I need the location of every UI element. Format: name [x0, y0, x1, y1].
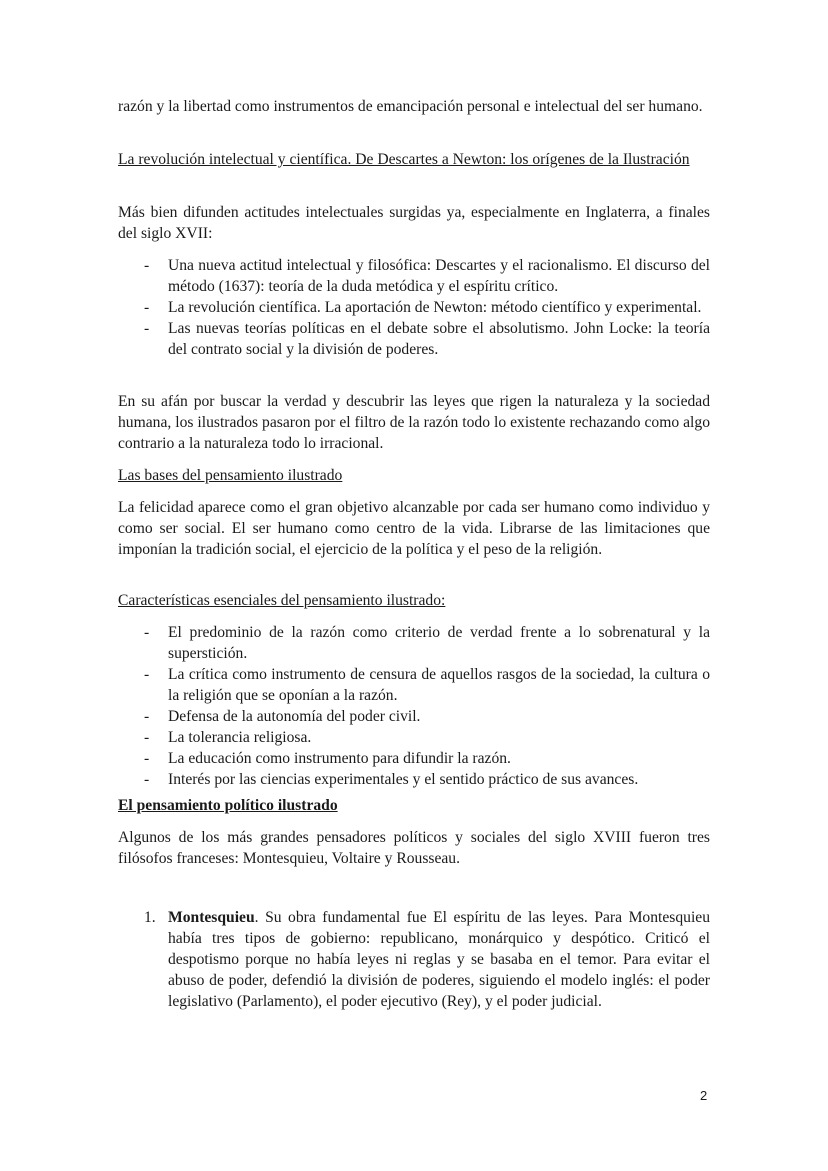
list-number: 1. — [144, 909, 156, 926]
bullet: - — [144, 624, 150, 641]
intro-paragraph: razón y la libertad como instrumentos de emancipación personal e intelectual del ser humano. — [118, 98, 703, 115]
list-item-text: Interés por las ciencias experimentales y el sentido práctico de sus avances. — [168, 771, 639, 788]
section-heading-politico: El pensamiento político ilustrado — [118, 797, 338, 814]
bullet: - — [144, 257, 150, 274]
list-item — [118, 622, 710, 664]
list-item-text: La educación como instrumento para difundir la razón. — [168, 750, 511, 767]
bullet: - — [144, 320, 150, 337]
list-item — [118, 727, 710, 748]
list-item-text: La crítica como instrumento de censura de aquellos rasgos de la sociedad, la cultura o la religión que se oponían a la razón. — [168, 666, 710, 704]
list-item — [118, 664, 710, 706]
paragraph: La felicidad aparece como el gran objetivo alcanzable por cada ser humano como individuo y como ser social. El ser humano como centro de la vida. Librarse de las limitaciones que imponían la tradición social, el ejercicio de la política y el peso de la religión. — [118, 499, 710, 558]
list-item-text: Una nueva actitud intelectual y filosófica: Descartes y el racionalismo. El discurso del método (1637): teoría de la duda metódica y el espíritu crítico. — [168, 257, 710, 295]
page-number: 2 — [700, 1088, 708, 1103]
bullet: - — [144, 771, 150, 788]
section-heading-caracteristicas: Características esenciales del pensamiento ilustrado: — [118, 592, 446, 609]
section-heading-bases: Las bases del pensamiento ilustrado — [118, 467, 343, 484]
list-item-text: La tolerancia religiosa. — [168, 729, 312, 746]
paragraph: Más bien difunden actitudes intelectuales surgidas ya, especialmente en Inglaterra, a finales del siglo XVII: — [118, 204, 710, 242]
list-item — [118, 297, 710, 318]
bullet-list-origins — [118, 255, 710, 360]
list-item — [118, 748, 710, 769]
list-item-montesquieu — [118, 907, 710, 1012]
bullet: - — [144, 708, 150, 725]
list-item-text: Defensa de la autonomía del poder civil. — [168, 708, 421, 725]
list-item — [118, 706, 710, 727]
list-item-text: La revolución científica. La aportación de Newton: método científico y experimental. — [168, 299, 702, 316]
section-heading-revolucion: La revolución intelectual y científica. De Descartes a Newton: los orígenes de la Ilustración — [118, 151, 690, 168]
paragraph: Algunos de los más grandes pensadores políticos y sociales del siglo XVIII fueron tres filósofos franceses: Montesquieu, Voltaire y Rousseau. — [118, 829, 710, 867]
list-item — [118, 255, 710, 297]
list-item — [118, 769, 710, 790]
bullet-list-characteristics — [118, 622, 710, 790]
list-item — [118, 318, 710, 360]
list-item-text: . Su obra fundamental fue El espíritu de las leyes. Para Montesquieu había tres tipos de gobierno: republicano, monárquico y despótico. Criticó el despotismo porque no había leyes ni reglas y se basaba en el temor. Para evitar el abuso de poder, defendió la división de poderes, siguiendo el modelo inglés: el poder legislativo (Parlamento), el poder ejecutivo (Rey), y el poder judicial. — [168, 909, 710, 1010]
philosopher-name: Montesquieu — [168, 909, 255, 926]
paragraph: En su afán por buscar la verdad y descubrir las leyes que rigen la naturaleza y la sociedad humana, los ilustrados pasaron por el filtro de la razón todo lo existente rechazando como algo contrario a la naturaleza todo lo irracional. — [118, 393, 710, 452]
numbered-list — [118, 907, 710, 1012]
bullet: - — [144, 666, 150, 683]
bullet: - — [144, 299, 150, 316]
list-item-text: Las nuevas teorías políticas en el debate sobre el absolutismo. John Locke: la teoría del contrato social y la división de poderes. — [168, 320, 710, 358]
bullet: - — [144, 729, 150, 746]
bullet: - — [144, 750, 150, 767]
list-item-text: El predominio de la razón como criterio de verdad frente a lo sobrenatural y la superstición. — [168, 624, 710, 662]
